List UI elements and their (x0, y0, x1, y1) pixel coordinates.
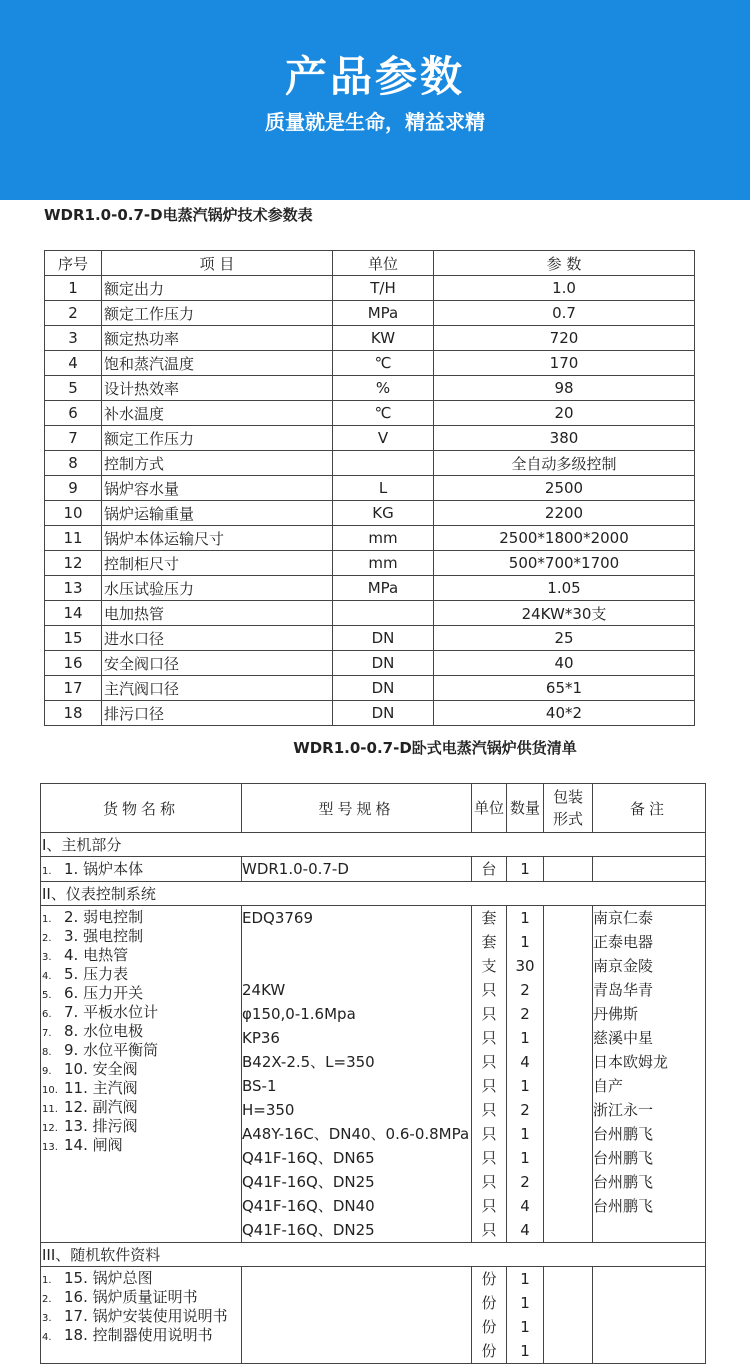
item-value: 份 (481, 1318, 497, 1336)
item-value: 只 (481, 981, 497, 999)
section-title-row (41, 882, 706, 906)
param-row (45, 651, 695, 676)
item-value: 只 (481, 1149, 497, 1167)
item-value: 1 (520, 860, 530, 878)
row-index: 8 (45, 451, 102, 476)
item-value: 丹佛斯 (593, 1005, 639, 1023)
list-text: 3. 强电控制 (64, 927, 144, 945)
item-name: 7. 8. 水位电极 (42, 1022, 144, 1040)
param-row (45, 676, 695, 701)
row-index: 1 (45, 276, 102, 301)
item-value: 只 (481, 1173, 497, 1191)
item-value: 1 (520, 1125, 530, 1143)
row-index: 9 (45, 476, 102, 501)
row-unit (333, 601, 434, 626)
item-value: 日本欧姆龙 (593, 1053, 669, 1071)
row-item: 锅炉运输重量 (102, 501, 333, 526)
param-row (45, 351, 695, 376)
row-value: 40 (434, 651, 695, 676)
row-unit: MPa (333, 576, 434, 601)
item-value: WDR1.0-0.7-D (242, 860, 349, 878)
item-value: 台州鹏飞 (593, 1125, 654, 1143)
header-pack-line1: 包装 (552, 788, 583, 806)
param-row (45, 276, 695, 301)
item-name: 4. 18. 控制器使用说明书 (42, 1326, 213, 1344)
section2-row (41, 906, 706, 1243)
row-index: 2 (45, 301, 102, 326)
header-pack (544, 784, 593, 833)
row-value: 1.05 (434, 576, 695, 601)
item-value (593, 1218, 705, 1242)
param-row (45, 451, 695, 476)
section2-title: II、仪表控制系统 (41, 882, 706, 906)
header-pack-line2: 形式 (552, 810, 583, 828)
cell-lines (593, 906, 705, 1242)
item-value: 支 (481, 957, 497, 975)
row-item: 额定工作压力 (102, 426, 333, 451)
row-index: 11 (45, 526, 102, 551)
item-value: 台州鹏飞 (593, 1173, 654, 1191)
item-value: 套 (481, 909, 497, 927)
item-value: 1 (520, 1294, 530, 1312)
row-index: 12 (45, 551, 102, 576)
item-value: 份 (481, 1270, 497, 1288)
item-value: Q41F-16Q、DN65 (242, 1149, 375, 1167)
item-value: 只 (481, 1197, 497, 1215)
section1-title: I、主机部分 (41, 833, 706, 857)
item-name: 9. 10. 安全阀 (42, 1060, 138, 1078)
item-name: 2. 16. 锅炉质量证明书 (42, 1288, 198, 1306)
item-value: 1 (520, 1270, 530, 1288)
row-value: 65*1 (434, 676, 695, 701)
param-row (45, 401, 695, 426)
row-value: 0.7 (434, 301, 695, 326)
item-value: 慈溪中星 (593, 1029, 654, 1047)
section-title-row (41, 833, 706, 857)
item-name: 6. 7. 平板水位计 (42, 1003, 159, 1021)
row-unit: DN (333, 651, 434, 676)
item-value: 自产 (593, 1077, 624, 1095)
param-header-cell: 序号 (45, 251, 102, 276)
param-header-cell: 单位 (333, 251, 434, 276)
cell-lines (507, 857, 543, 881)
cell-lines (242, 857, 471, 881)
item-name: 1. 1. 锅炉本体 (42, 860, 144, 878)
param-row (45, 326, 695, 351)
row-value: 20 (434, 401, 695, 426)
item-value: 1 (520, 1077, 530, 1095)
item-value: 只 (481, 1053, 497, 1071)
header-name: 货物名称 (41, 784, 242, 833)
param-row (45, 501, 695, 526)
item-value: Q41F-16Q、DN40 (242, 1197, 375, 1215)
header-note: 备注 (593, 784, 706, 833)
row-unit: DN (333, 701, 434, 726)
list-text: 12. 副汽阀 (64, 1098, 138, 1116)
item-value: H=350 (242, 1101, 295, 1119)
cell-lines (507, 906, 543, 1242)
item-value: Q41F-16Q、DN25 (242, 1173, 375, 1191)
supply-table (40, 783, 706, 1364)
row-item: 补水温度 (102, 401, 333, 426)
row-index: 4 (45, 351, 102, 376)
item-value: 30 (515, 957, 535, 975)
row-value: 全自动多级控制 (434, 451, 695, 476)
param-table (44, 250, 695, 726)
row-value: 380 (434, 426, 695, 451)
row-value: 40*2 (434, 701, 695, 726)
item-value: EDQ3769 (242, 909, 314, 927)
row-item: 安全阀口径 (102, 651, 333, 676)
item-value: 1 (520, 909, 530, 927)
cell-lines (42, 908, 241, 1155)
param-row (45, 701, 695, 726)
param-row (45, 301, 695, 326)
cell-lines (42, 1269, 241, 1345)
item-value: 4 (520, 1221, 530, 1239)
item-value: φ150,0-1.6Mpa (242, 1005, 356, 1023)
param-row (45, 426, 695, 451)
item-value: 24KW (242, 981, 286, 999)
item-value (242, 954, 471, 978)
row-item: 饱和蒸汽温度 (102, 351, 333, 376)
item-value: 2 (520, 1101, 530, 1119)
param-row (45, 601, 695, 626)
item-value: 份 (481, 1294, 497, 1312)
row-index: 3 (45, 326, 102, 351)
item-name: 3. 17. 锅炉安装使用说明书 (42, 1307, 228, 1325)
item-value: BS-1 (242, 1077, 277, 1095)
supply-header-row (41, 784, 706, 833)
item-value: 1 (520, 1029, 530, 1047)
row-item: 锅炉本体运输尺寸 (102, 526, 333, 551)
row-unit: V (333, 426, 434, 451)
item-value: 南京金陵 (593, 957, 654, 975)
item-value: 1 (520, 1342, 530, 1360)
row-item: 排污口径 (102, 701, 333, 726)
row-index: 7 (45, 426, 102, 451)
row-item: 主汽阀口径 (102, 676, 333, 701)
item-value: 2 (520, 1173, 530, 1191)
item-value: A48Y-16C、DN40、0.6-0.8MPa (242, 1125, 470, 1143)
item-value: 套 (481, 933, 497, 951)
item-value: 只 (481, 1077, 497, 1095)
row-value: 170 (434, 351, 695, 376)
param-row (45, 526, 695, 551)
row-index: 17 (45, 676, 102, 701)
param-header-cell: 项 目 (102, 251, 333, 276)
item-value: 只 (481, 1125, 497, 1143)
header-banner (0, 0, 750, 200)
param-table-title: WDR1.0-0.7-D电蒸汽锅炉技术参数表 (44, 206, 313, 224)
cell-lines (472, 857, 506, 881)
list-text: 4. 电热管 (64, 946, 129, 964)
row-item: 设计热效率 (102, 376, 333, 401)
item-value: 4 (520, 1197, 530, 1215)
header-model: 型号规格 (242, 784, 472, 833)
param-row (45, 551, 695, 576)
cell-lines (507, 1267, 543, 1363)
row-index: 10 (45, 501, 102, 526)
row-value: 500*700*1700 (434, 551, 695, 576)
list-text: 7. 平板水位计 (64, 1003, 159, 1021)
supply-table-title: WDR1.0-0.7-D卧式电蒸汽锅炉供货清单 (293, 739, 577, 757)
item-value (242, 930, 471, 954)
row-value: 24KW*30支 (434, 601, 695, 626)
row-item: 锅炉容水量 (102, 476, 333, 501)
cell-lines (593, 857, 705, 881)
item-value (593, 857, 705, 881)
param-row (45, 576, 695, 601)
row-index: 16 (45, 651, 102, 676)
row-item: 进水口径 (102, 626, 333, 651)
row-value: 98 (434, 376, 695, 401)
item-value: 只 (481, 1101, 497, 1119)
item-value: 台 (481, 860, 497, 878)
cell-lines (242, 906, 471, 1242)
item-name: 3. 4. 电热管 (42, 946, 129, 964)
list-text: 11. 主汽阀 (64, 1079, 138, 1097)
row-index: 18 (45, 701, 102, 726)
item-name: 2. 3. 强电控制 (42, 927, 144, 945)
item-value: 青岛华青 (593, 981, 654, 999)
row-index: 5 (45, 376, 102, 401)
section1-row (41, 857, 706, 882)
list-text: 15. 锅炉总图 (64, 1269, 153, 1287)
item-value: B42X-2.5、L=350 (242, 1053, 375, 1071)
item-name: 13. 14. 闸阀 (42, 1136, 123, 1154)
row-unit: KG (333, 501, 434, 526)
list-text: 10. 安全阀 (64, 1060, 138, 1078)
row-unit: mm (333, 551, 434, 576)
item-name: 8. 9. 水位平衡筒 (42, 1041, 159, 1059)
row-value: 720 (434, 326, 695, 351)
list-text: 18. 控制器使用说明书 (64, 1326, 213, 1344)
row-unit: ℃ (333, 351, 434, 376)
row-unit: DN (333, 626, 434, 651)
list-text: 6. 压力开关 (64, 984, 144, 1002)
list-text: 13. 排污阀 (64, 1117, 138, 1135)
row-item: 控制柜尺寸 (102, 551, 333, 576)
row-item: 额定出力 (102, 276, 333, 301)
param-header-cell: 参 数 (434, 251, 695, 276)
item-value: Q41F-16Q、DN25 (242, 1221, 375, 1239)
item-name: 1. 15. 锅炉总图 (42, 1269, 153, 1287)
section-title-row (41, 1243, 706, 1267)
cell-lines (472, 1267, 506, 1363)
row-unit: mm (333, 526, 434, 551)
item-name: 12. 13. 排污阀 (42, 1117, 138, 1135)
param-row (45, 626, 695, 651)
list-text: 2. 弱电控制 (64, 908, 144, 926)
list-text: 8. 水位电极 (64, 1022, 144, 1040)
banner-title: 产品参数 (284, 52, 465, 101)
row-item: 额定热功率 (102, 326, 333, 351)
row-unit: KW (333, 326, 434, 351)
row-value: 1.0 (434, 276, 695, 301)
row-item: 水压试验压力 (102, 576, 333, 601)
row-index: 6 (45, 401, 102, 426)
row-value: 25 (434, 626, 695, 651)
row-unit: L (333, 476, 434, 501)
param-row (45, 376, 695, 401)
list-text: 14. 闸阀 (64, 1136, 123, 1154)
row-value: 2500 (434, 476, 695, 501)
list-text: 17. 锅炉安装使用说明书 (64, 1307, 228, 1325)
item-value: 1 (520, 933, 530, 951)
row-index: 14 (45, 601, 102, 626)
item-name: 5. 6. 压力开关 (42, 984, 144, 1002)
item-value: 台州鹏飞 (593, 1149, 654, 1167)
item-value: 南京仁泰 (593, 909, 654, 927)
item-value: 只 (481, 1221, 497, 1239)
row-index: 15 (45, 626, 102, 651)
header-unit: 单位 (472, 784, 507, 833)
item-value: 1 (520, 1149, 530, 1167)
item-value: KP36 (242, 1029, 280, 1047)
item-name: 11. 12. 副汽阀 (42, 1098, 138, 1116)
cell-lines (42, 857, 241, 881)
param-row (45, 476, 695, 501)
row-unit (333, 451, 434, 476)
header-qty: 数量 (507, 784, 544, 833)
param-header-row (45, 251, 695, 276)
item-value: 正泰电器 (593, 933, 654, 951)
row-item: 电加热管 (102, 601, 333, 626)
row-value: 2200 (434, 501, 695, 526)
item-name: 1. 2. 弱电控制 (42, 908, 144, 926)
item-value: 浙江永一 (593, 1101, 654, 1119)
list-text: 9. 水位平衡筒 (64, 1041, 159, 1059)
item-value: 2 (520, 981, 530, 999)
cell-lines (472, 906, 506, 1242)
item-value: 2 (520, 1005, 530, 1023)
row-unit: T/H (333, 276, 434, 301)
row-item: 额定工作压力 (102, 301, 333, 326)
item-value: 台州鹏飞 (593, 1197, 654, 1215)
list-text: 1. 锅炉本体 (64, 860, 144, 878)
row-item: 控制方式 (102, 451, 333, 476)
item-name: 10. 11. 主汽阀 (42, 1079, 138, 1097)
section3-row (41, 1267, 706, 1364)
item-value: 只 (481, 1029, 497, 1047)
list-text: 16. 锅炉质量证明书 (64, 1288, 198, 1306)
item-value: 份 (481, 1342, 497, 1360)
item-name: 4. 5. 压力表 (42, 965, 129, 983)
row-value: 2500*1800*2000 (434, 526, 695, 551)
item-value: 只 (481, 1005, 497, 1023)
row-unit: MPa (333, 301, 434, 326)
banner-subtitle: 质量就是生命，精益求精 (265, 110, 485, 134)
row-unit: DN (333, 676, 434, 701)
row-unit: ℃ (333, 401, 434, 426)
list-text: 5. 压力表 (64, 965, 129, 983)
item-value: 4 (520, 1053, 530, 1071)
row-unit: % (333, 376, 434, 401)
section3-title: III、随机软件资料 (41, 1243, 706, 1267)
item-value: 1 (520, 1318, 530, 1336)
row-index: 13 (45, 576, 102, 601)
